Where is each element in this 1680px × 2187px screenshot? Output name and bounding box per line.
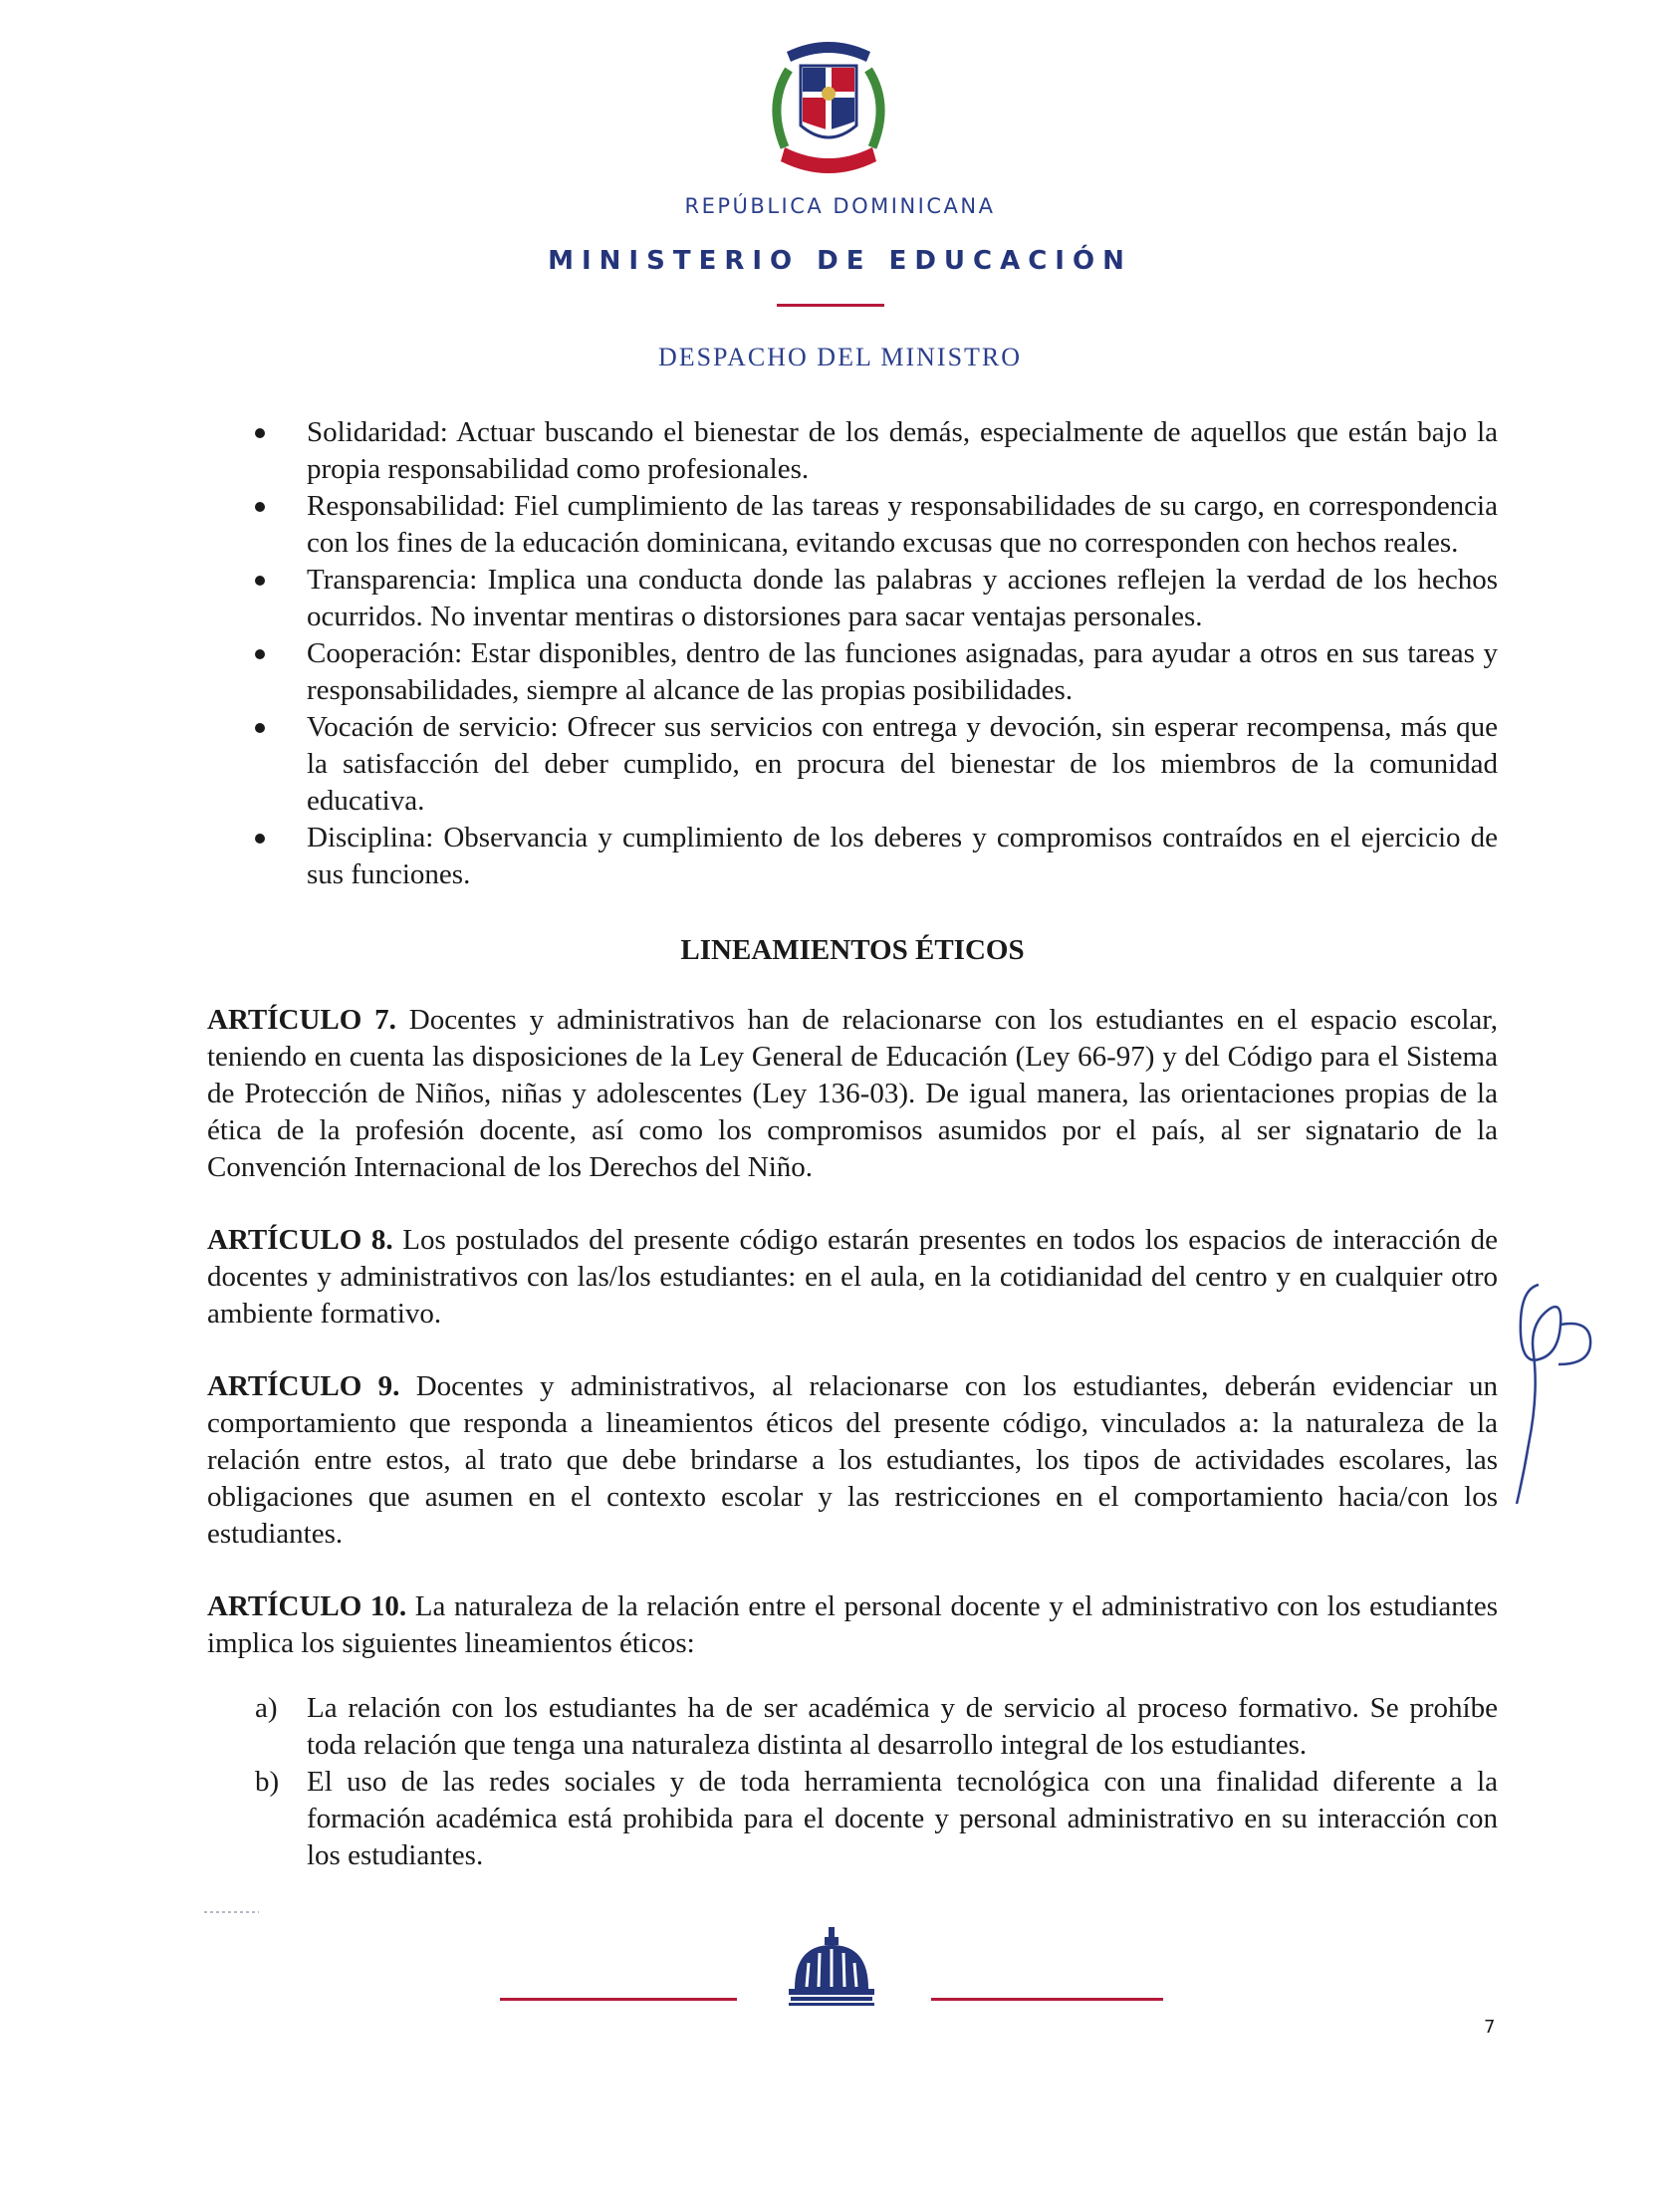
footer-divider-right — [931, 1998, 1163, 2001]
list-item: a) La relación con los estudiantes ha de ser académica y de servicio al proceso formativo. Se prohíbe toda relación que tenga una naturaleza distinta al desarrollo integral de los estudiantes. — [255, 1692, 1498, 1761]
coat-of-arms-icon — [749, 30, 908, 189]
list-item: Transparencia: Implica una conducta donde las palabras y acciones reflejen la verdad de los hechos ocurridos. No inventar mentiras o distorsiones para sacar ventajas personales. — [207, 562, 1498, 635]
list-marker: b) — [255, 1766, 280, 1798]
ministry-name: MINISTERIO DE EDUCACIÓN — [548, 246, 1132, 276]
document-body — [207, 414, 1498, 1874]
handwritten-initial — [1499, 1265, 1608, 1514]
bullet-icon — [255, 502, 265, 512]
article-7 — [207, 1002, 1498, 1186]
section-title: LINEAMIENTOS ÉTICOS — [680, 934, 1025, 966]
article-text: Docentes y administrativos han de relacionarse con los estudiantes en el espacio escolar, teniendo en cuenta las disposiciones de la Ley General de Educación (Ley 66-97) y del Código para el Sistema de Protección de Niños, niñas y adolescentes (Ley 136-03). De igual manera, las orientaciones propias de la ética de la profesión docente, así como los compromisos asumidos por el país, al ser signatario de la Convención Internacional de los Derechos del Niño. — [207, 1004, 1498, 1183]
list-item: Cooperación: Estar disponibles, dentro de las funciones asignadas, para ayudar a otros en sus tareas y responsabilidades, siempre al alcance de las propias posibilidades. — [207, 635, 1498, 709]
values-list — [207, 414, 1498, 893]
list-item: Vocación de servicio: Ofrecer sus servicios con entrega y devoción, sin esperar recompensa, más que la satisfacción del deber cumplido, en procura del bienestar de los miembros de la comunidad educativa. — [207, 709, 1498, 820]
article-text: La naturaleza de la relación entre el personal docente y el administrativo con los estudiantes implica los siguientes lineamientos éticos: — [207, 1590, 1498, 1659]
article-label: ARTÍCULO 9. — [207, 1370, 400, 1402]
article-label: ARTÍCULO 8. — [207, 1224, 393, 1256]
footer-divider-left — [500, 1998, 737, 2001]
article-label: ARTÍCULO 10. — [207, 1590, 407, 1622]
list-item: Responsabilidad: Fiel cumplimiento de las tareas y responsabilidades de su cargo, en correspondencia con los fines de la educación dominicana, evitando excusas que no corresponden con hechos reales. — [207, 488, 1498, 562]
article-9 — [207, 1368, 1498, 1553]
article-text: Docentes y administrativos, al relacionarse con los estudiantes, deberán evidenciar un comportamiento que responda a lineamientos éticos del presente código, vinculados a: la naturaleza de la relación entre estos, al trato que debe brindarse a los estudiantes, los tipos de actividades escolares, las obligaciones que asumen en el contexto escolar y las restricciones en el comportamiento hacia/con los estudiantes. — [207, 1370, 1499, 1550]
bullet-icon — [255, 834, 265, 844]
country-name: REPÚBLICA DOMINICANA — [684, 194, 996, 218]
guidelines-list — [207, 1690, 1498, 1874]
article-10 — [207, 1588, 1498, 1662]
bullet-icon — [255, 723, 265, 733]
list-item: b) El uso de las redes sociales y de toda herramienta tecnológica con una finalidad diferente a la formación académica está prohibida para el docente y personal administrativo en su interacción con los estudiantes. — [255, 1766, 1498, 1871]
list-marker: a) — [255, 1692, 278, 1724]
list-item: Solidaridad: Actuar buscando el bienestar de los demás, especialmente de aquellos que están bajo la propia responsabilidad como profesionales. — [207, 414, 1498, 488]
list-item: Disciplina: Observancia y cumplimiento de los deberes y compromisos contraídos en el ejercicio de sus funciones. — [207, 820, 1498, 893]
article-8 — [207, 1222, 1498, 1333]
scan-mark — [204, 1910, 259, 1914]
bullet-icon — [255, 428, 265, 438]
national-palace-dome-icon — [787, 1927, 876, 2007]
bullet-icon — [255, 649, 265, 659]
page-number: 7 — [1484, 2017, 1496, 2038]
article-label: ARTÍCULO 7. — [207, 1004, 396, 1036]
bullet-icon — [255, 576, 265, 586]
office-name: DESPACHO DEL MINISTRO — [657, 343, 1023, 371]
header-divider — [777, 304, 884, 307]
article-text: Los postulados del presente código estarán presentes en todos los espacios de interacción de docentes y administrativos con las/los estudiantes: en el aula, en la cotidianidad del centro y en cualquier otro ambiente formativo. — [207, 1224, 1498, 1330]
